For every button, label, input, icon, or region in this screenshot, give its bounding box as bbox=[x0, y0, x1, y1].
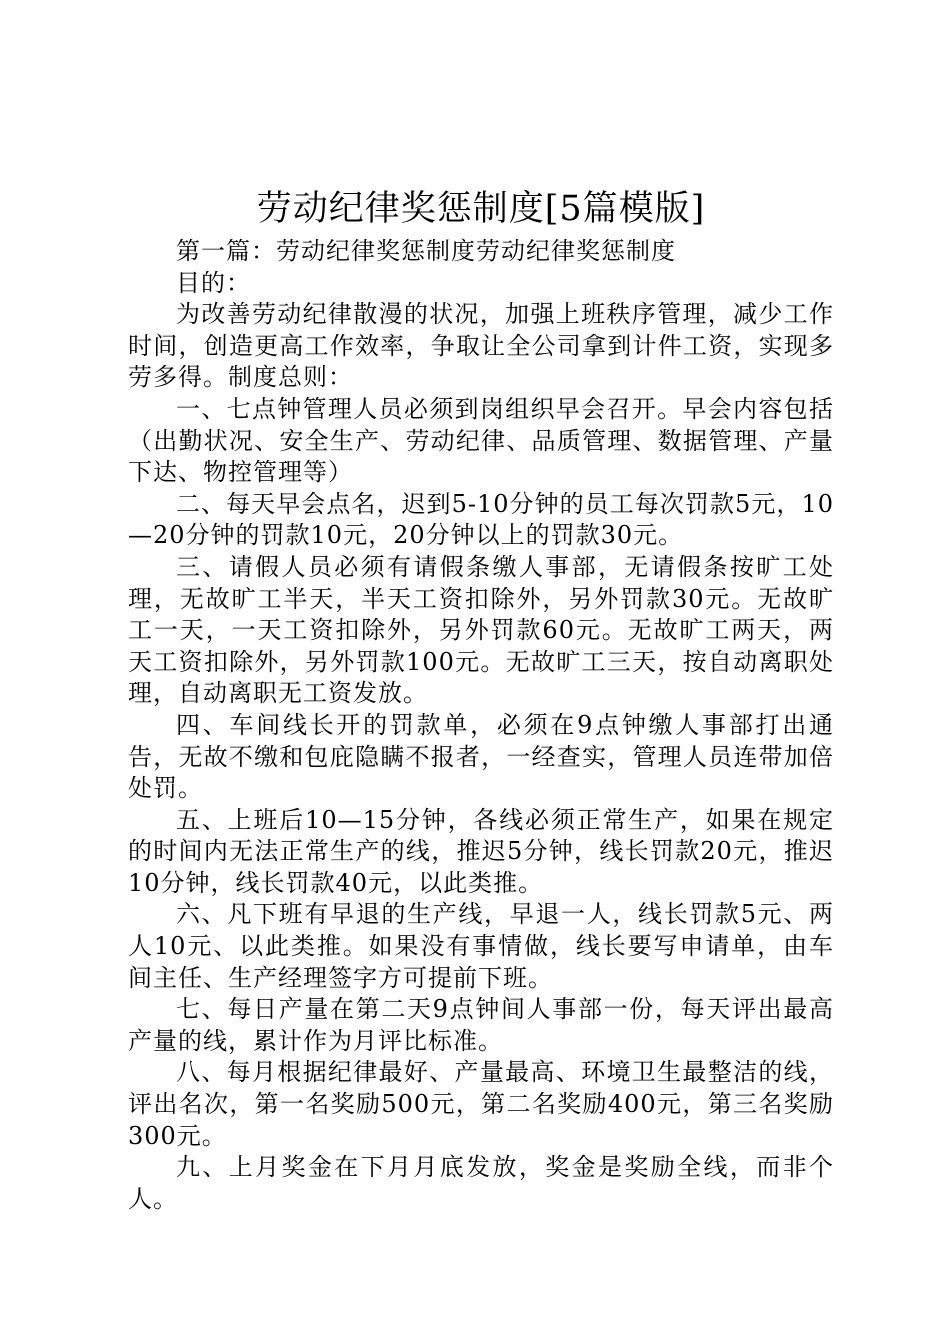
rule-paragraph-2: 二、每天早会点名，迟到5-10分钟的员工每次罚款5元，10—20分钟的罚款10元，20分钟以上的罚款30元。 bbox=[128, 489, 834, 550]
rule-paragraph-1: 一、七点钟管理人员必须到岗组织早会召开。早会内容包括（出勤状况、安全生产、劳动纪律、品质管理、数据管理、产量下达、物控管理等） bbox=[128, 394, 834, 487]
rule-paragraph-9: 九、上月奖金在下月月底发放，奖金是奖励全线，而非个人。 bbox=[128, 1153, 834, 1213]
rule-paragraph-8: 八、每月根据纪律最好、产量最高、环境卫生最整洁的线，评出名次，第一名奖励500元，第二名奖励400元，第三名奖励300元。 bbox=[128, 1058, 834, 1150]
document-title: 劳动纪律奖惩制度[5篇模版] bbox=[256, 189, 706, 229]
document-page bbox=[128, 186, 834, 1215]
rule-paragraph-3: 三、请假人员必须有请假条缴人事部，无请假条按旷工处理，无故旷工半天，半天工资扣除外，另外罚款30元。无故旷工一天，一天工资扣除外，另外罚款60元。无故旷工两天，两天工资扣除外，另外罚款100元。无故旷工三天，按自动离职处理，自动离职无工资发放。 bbox=[128, 552, 834, 708]
rule-paragraph-5: 五、上班后10—15分钟，各线必须正常生产，如果在规定的时间内无法正常生产的线，推迟5分钟，线长罚款20元，推迟10分钟，线长罚款40元，以此类推。 bbox=[128, 805, 834, 897]
rule-paragraph-4: 四、车间线长开的罚款单，必须在9点钟缴人事部打出通告，无故不缴和包庇隐瞒不报者，一经查实，管理人员连带加倍处罚。 bbox=[128, 710, 834, 803]
rule-paragraph-7: 七、每日产量在第二天9点钟间人事部一份，每天评出最高产量的线，累计作为月评比标准。 bbox=[128, 995, 834, 1055]
section-heading: 第一篇：劳动纪律奖惩制度劳动纪律奖惩制度 bbox=[176, 237, 676, 265]
rule-paragraph-6: 六、凡下班有早退的生产线，早退一人，线长罚款5元、两人10元、以此类推。如果没有事情做，线长要写申请单，由车间主任、生产经理签字方可提前下班。 bbox=[128, 900, 834, 992]
purpose-paragraph: 为改善劳动纪律散漫的状况，加强上班秩序管理，减少工作时间，创造更高工作效率，争取让全公司拿到计件工资，实现多劳多得。制度总则： bbox=[128, 300, 834, 392]
purpose-label: 目的： bbox=[176, 268, 251, 297]
